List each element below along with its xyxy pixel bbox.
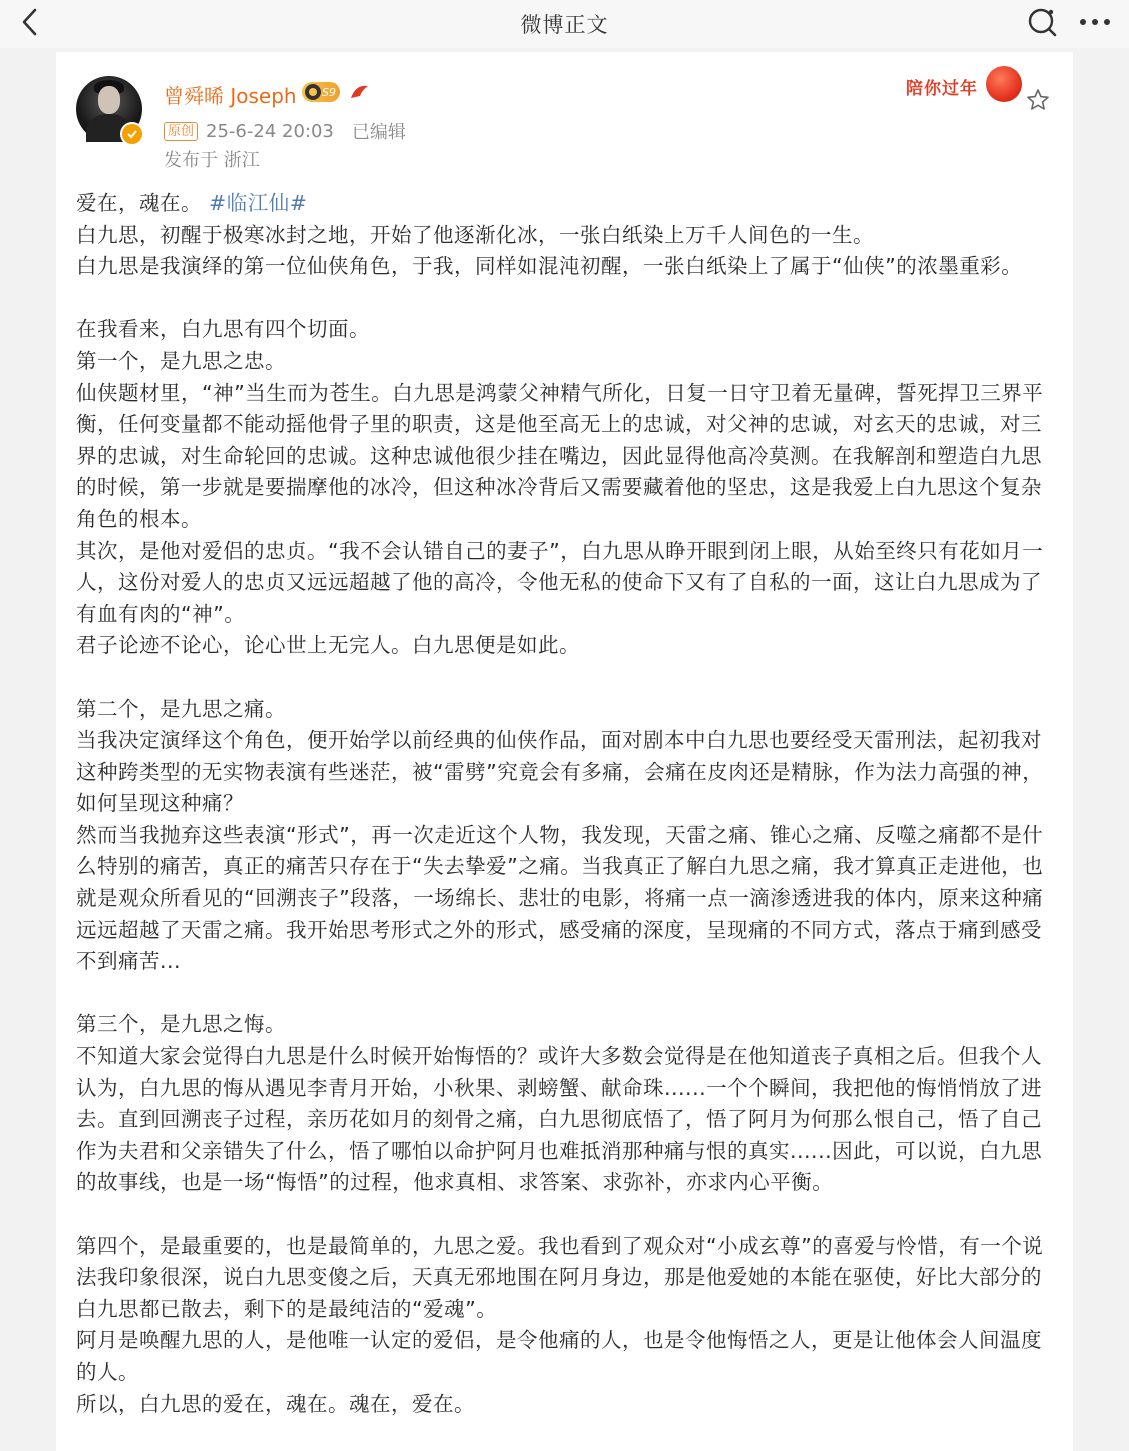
post-body (76, 188, 1051, 1420)
post-card (56, 52, 1073, 1451)
new-year-banner[interactable] (906, 60, 1026, 110)
top-nav-bar (0, 0, 1129, 48)
paragraph-gap (76, 978, 1051, 1010)
edited-label[interactable]: 已编辑 (351, 122, 406, 143)
more-dots-icon (1079, 17, 1111, 27)
more-button[interactable] (1077, 4, 1113, 40)
paragraph: 白九思，初醒于极寒冰封之地，开始了他逐渐化冰，一张白纸染上万千人间色的一生。 (76, 222, 874, 247)
paragraph: 当我决定演绎这个角色，便开始学以前经典的仙侠作品，面对剧本中白九思也要经受天雷刑法，起初我对这种跨类型的无实物表演有些迷茫，被“雷劈”究竟会有多痛，会痛在皮肉还是精脉，作为法力高强的神，如何呈现这种痛？ (76, 728, 1044, 816)
author-name[interactable]: 曾舜晞 Joseph (164, 84, 297, 108)
lantern-icon (986, 66, 1022, 102)
flag-icon[interactable] (348, 82, 370, 102)
paragraph: 阿月是唤醒九思的人，是他唯一认定的爱侣，是令他痛的人，也是令他悔悟之人，更是让他体会人间温度的人。 (76, 1328, 1042, 1384)
post-meta (164, 118, 406, 144)
paragraph: 不知道大家会觉得白九思是什么时候开始悔悟的？或许大多数会觉得是在他知道丧子真相之后。但我个人认为，白九思的悔从遇见李青月开始，小秋果、剥螃蟹、献命珠......一个个瞬间，我把他的悔悄悄放了进去。直到回溯丧子过程，亲历花如月的刻骨之痛，白九思彻底悟了，悟了阿月为何那么恨自己，悟了自己作为夫君和父亲错失了什么，悟了哪怕以命护阿月也难抵消那种痛与恨的真实......因此，可以说，白九思的故事线，也是一场“悔悟”的过程，他求真相、求答案、求弥补，亦求内心平衡。 (76, 1044, 1043, 1195)
search-button[interactable] (1025, 4, 1061, 40)
star-icon (1026, 88, 1050, 112)
timestamp: 25-6-24 20:03 (206, 120, 334, 142)
paragraph: 第四个，是最重要的，也是最简单的，九思之爱。我也看到了观众对“小成玄尊”的喜爱与怜惜，有一个说法我印象很深，说白九思变傻之后，天真无邪地围在阿月身边，那是他爱她的本能在驱使，好比大部分的白九思都已散去，剩下的是最纯洁的“爱魂”。 (76, 1233, 1044, 1321)
intro-text: 爱在，魂在。 (76, 191, 202, 215)
page-title: 微博正文 (520, 13, 609, 37)
hashtag-link[interactable]: #临江仙# (209, 191, 308, 215)
paragraph: 仙侠题材里，“神”当生而为苍生。白九思是鸿蒙父神精气所化，日复一日守卫着无量碑，誓死捍卫三界平衡，任何变量都不能动摇他骨子里的职责，这是他至高无上的忠诚，对父神的忠诚，对玄天的忠诚，对三界的忠诚，对生命轮回的忠诚。这种忠诚他很少挂在嘴边，因此显得他高冷莫测。在我解剖和塑造白九思的时候，第一步就是要揣摩他的冰冷，但这种冰冷背后又需要藏着他的坚忠，这是我爱上白九思这个复杂角色的根本。 (76, 380, 1044, 531)
user-badges (302, 82, 370, 102)
verified-icon (120, 122, 144, 146)
paragraph: 第三个，是九思之悔。 (76, 1012, 286, 1037)
paragraph: 在我看来，白九思有四个切面。 (76, 317, 370, 342)
post-location: 发布于 浙江 (164, 150, 260, 171)
vip-icon (304, 83, 322, 101)
paragraph: 君子论迹不论心，论心世上无完人。白九思便是如此。 (76, 633, 580, 658)
paragraph: 所以，白九思的爱在，魂在。魂在，爱在。 (76, 1391, 475, 1416)
post-intro-line (76, 188, 1051, 220)
banner-text: 陪你过年 (906, 79, 978, 99)
favorite-button[interactable] (1024, 86, 1052, 114)
original-tag: 原创 (164, 122, 198, 141)
paragraph-gap (76, 283, 1051, 315)
search-icon (1027, 6, 1059, 38)
paragraph: 然而当我抛弃这些表演“形式”，再一次走近这个人物，我发现，天雷之痛、锥心之痛、反噬之痛都不是什么特别的痛苦，真正的痛苦只存在于“失去挚爱”之痛。当我真正了解白九思之痛，我才算真正走进他，也就是观众所看见的“回溯丧子”段落，一场绵长、悲壮的电影，将痛一点一滴渗透进我的体内，原来这种痛远远超越了天雷之痛。我开始思考形式之外的形式，感受痛的深度，呈现痛的不同方式，落点于痛到感受不到痛苦... (76, 822, 1044, 974)
paragraph: 第一个，是九思之忠。 (76, 348, 286, 373)
level-badge[interactable]: S9 (302, 82, 340, 102)
paragraph-gap (76, 662, 1051, 694)
chevron-left-icon (19, 7, 41, 37)
paragraph: 其次，是他对爱侣的忠贞。“我不会认错自己的妻子”，白九思从睁开眼到闭上眼，从始至终只有花如月一人，这份对爱人的忠贞又远远超越了他的高冷，令他无私的使命下又有了自私的一面，这让白九思成为了有血有肉的“神”。 (76, 538, 1044, 626)
paragraph: 第二个，是九思之痛。 (76, 696, 286, 721)
paragraph-gap (76, 1199, 1051, 1231)
nav-actions (1025, 4, 1113, 40)
back-button[interactable] (12, 4, 48, 40)
paragraph: 白九思是我演绎的第一位仙侠角色，于我，同样如混沌初醒，一张白纸染上了属于“仙侠”的浓墨重彩。 (76, 254, 1023, 279)
